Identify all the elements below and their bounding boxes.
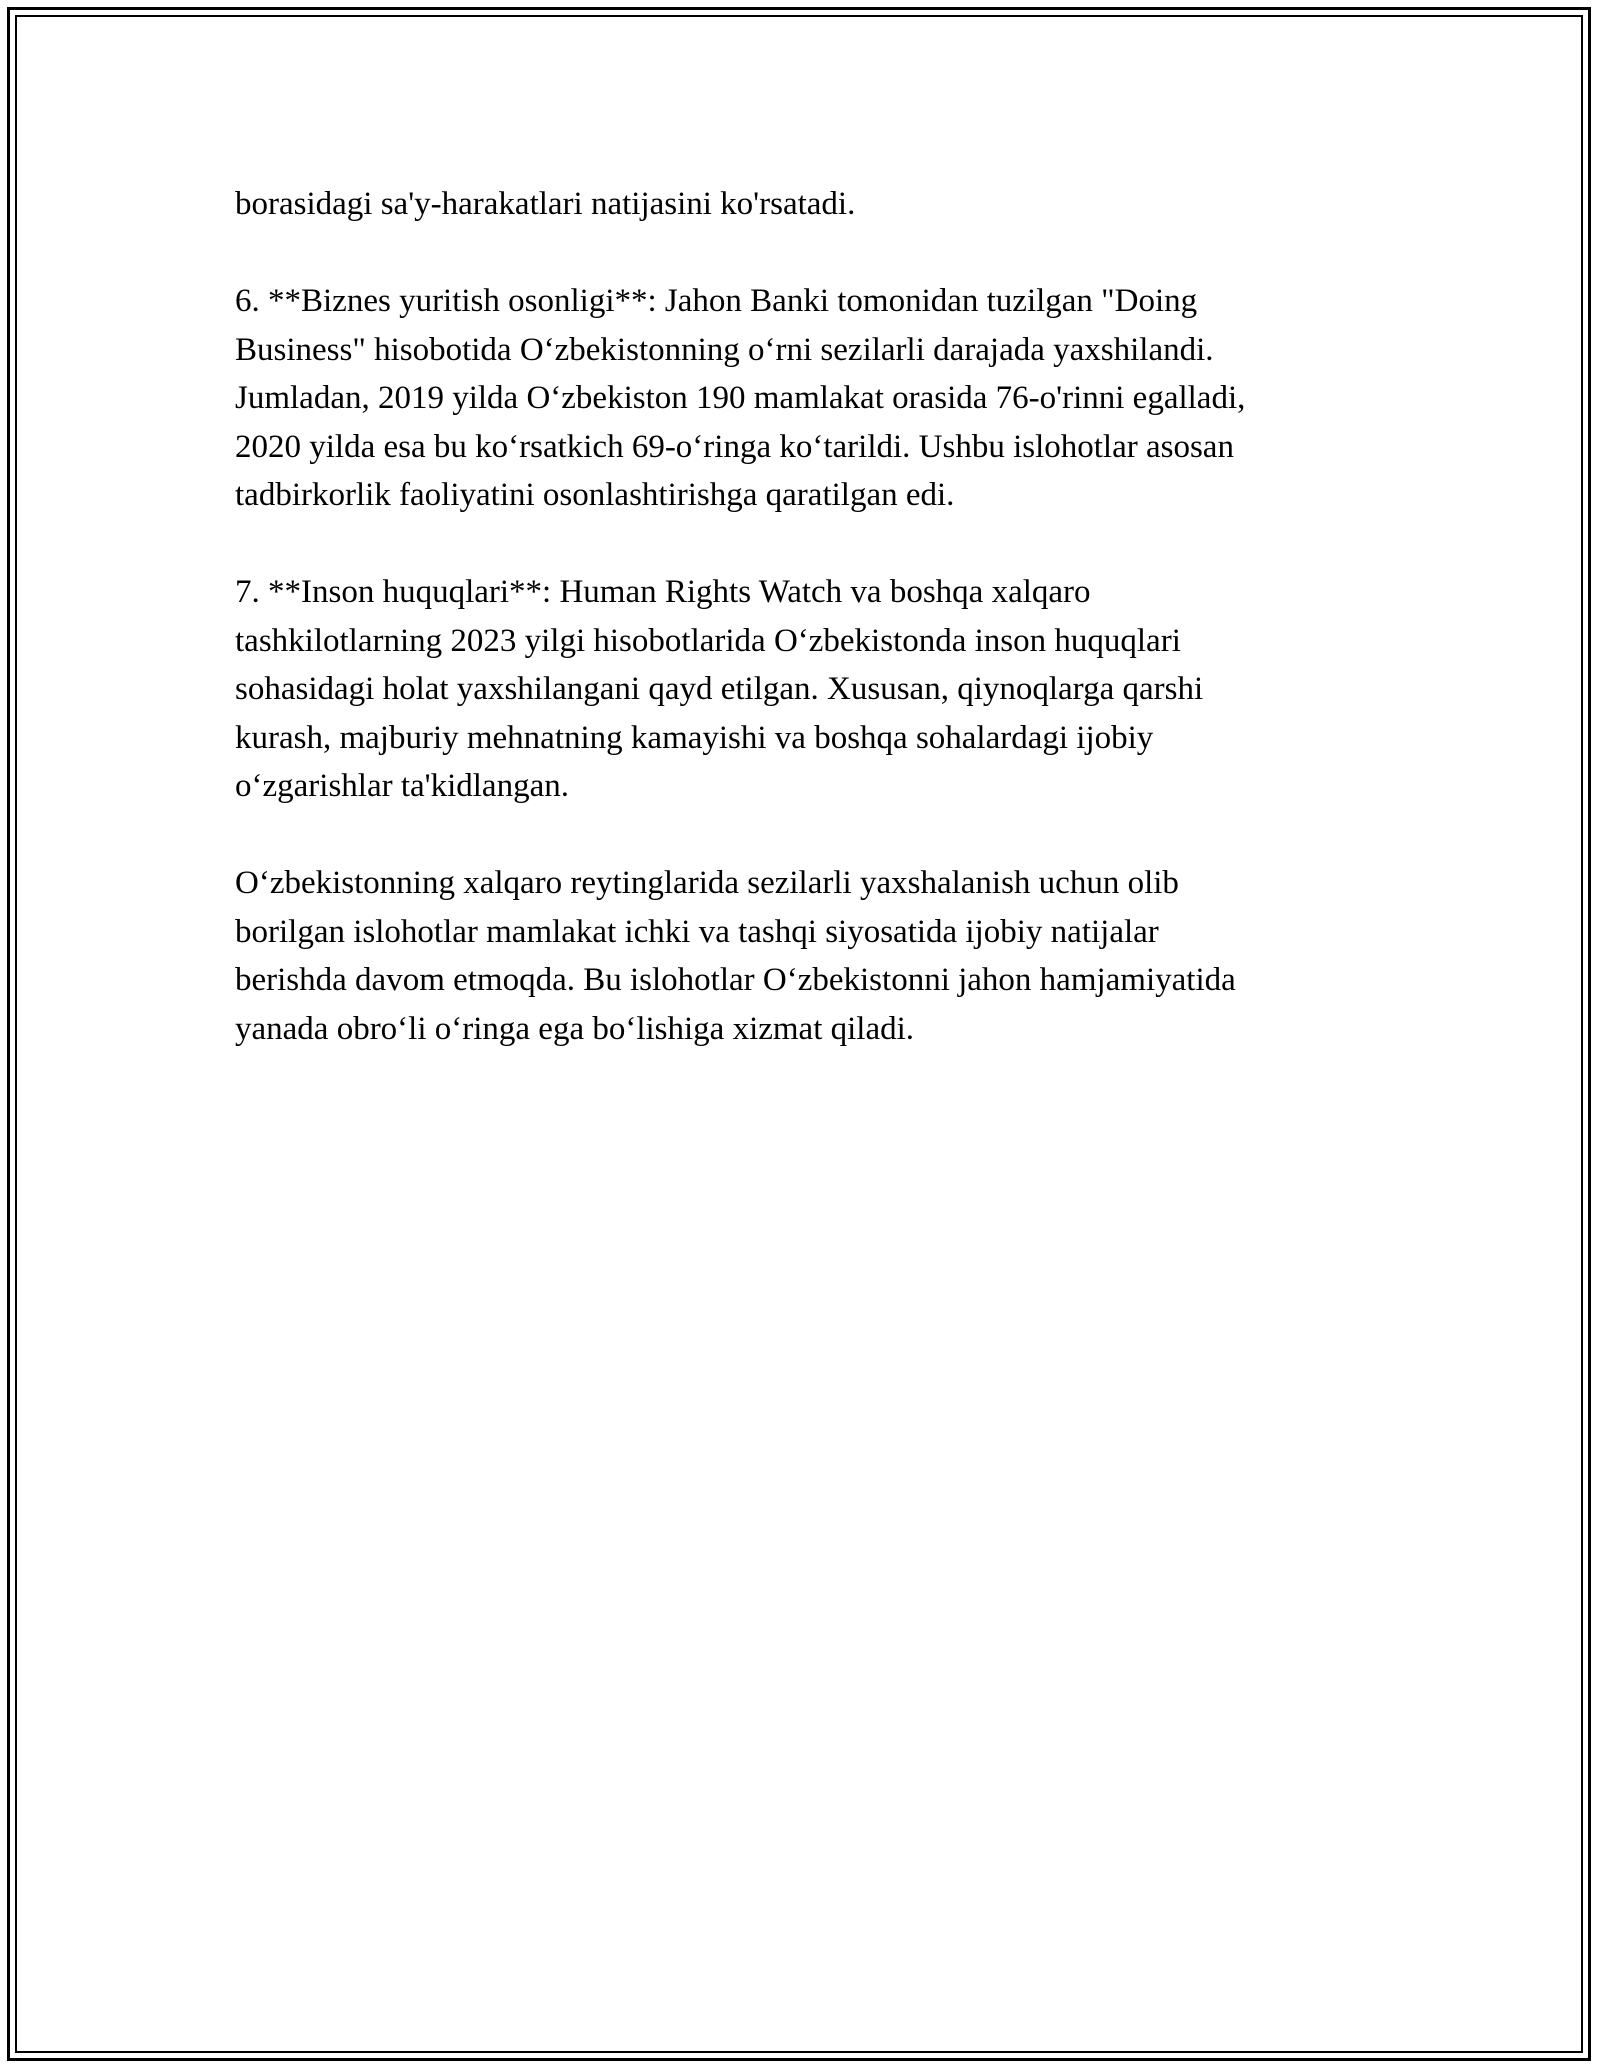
text-line: yanada obro‘li o‘ringa ega bo‘lishiga xizmat qiladi. (235, 1010, 915, 1047)
text-line: o‘zgarishlar ta'kidlangan. (235, 768, 569, 804)
text-line: 7. **Inson huquqlari**: Human Rights Watch va boshqa xalqaro (235, 574, 1091, 610)
text-line: kurash, majburiy mehnatning kamayishi va boshqa sohalardagi ijobiy (235, 719, 1154, 756)
text-line: 2020 yilda esa bu ko‘rsatkich 69-o‘ringa ko‘tarildi. Ushbu islohotlar asosan (235, 428, 1234, 465)
text-line: berishda davom etmoqda. Bu islohotlar O‘zbekistonni jahon hamjamiyatida (235, 962, 1236, 998)
text-line: 6. **Biznes yuritish osonligi**: Jahon Banki tomonidan tuzilgan "Doing (235, 283, 1198, 319)
text-line: tashkilotlarning 2023 yilgi hisobotlarida O‘zbekistonda inson huquqlari (235, 622, 1181, 659)
text-line: borasidagi sa'y-harakatlari natijasini ko'rsatadi. (235, 186, 856, 222)
text-line: Jumladan, 2019 yilda O‘zbekiston 190 mamlakat orasida 76-o'rinni egalladi, (235, 380, 1246, 416)
text-line: tadbirkorlik faoliyatini osonlashtirishga qaratilgan edi. (235, 477, 955, 513)
text-line: O‘zbekistonning xalqaro reytinglarida sezilarli yaxshalanish uchun olib (235, 865, 1179, 901)
text-line: borilgan islohotlar mamlakat ichki va tashqi siyosatida ijobiy natijalar (235, 913, 1159, 950)
paragraph-conclusion (235, 859, 1375, 1053)
paragraph-human-rights (235, 568, 1375, 811)
text-line: Business" hisobotida O‘zbekistonning o‘rni sezilarli darajada yaxshilandi. (235, 331, 1214, 368)
paragraph-continuation (235, 180, 1375, 229)
document-body (235, 180, 1375, 1102)
paragraph-doing-business (235, 277, 1375, 520)
text-line: sohasidagi holat yaxshilangani qayd etilgan. Xususan, qiynoqlarga qarshi (235, 671, 1204, 707)
